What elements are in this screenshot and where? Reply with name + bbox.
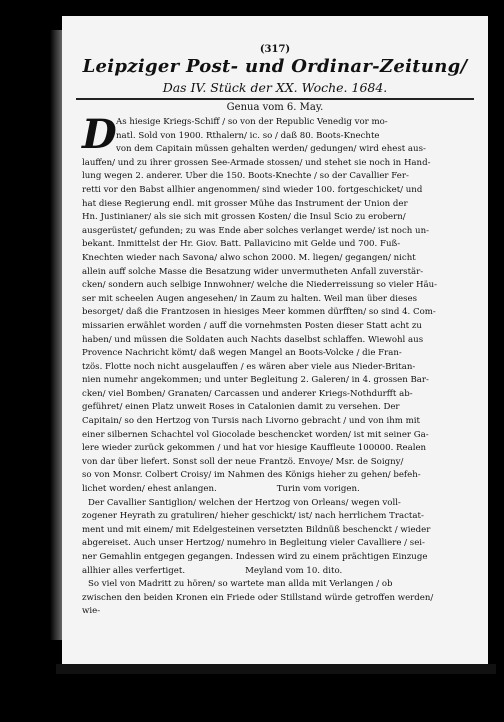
line-text: abgereiset. Auch unser Hertzog/ numehro in Begleitung vieler Cavalliere / sei- <box>82 538 425 549</box>
text-line <box>116 130 474 144</box>
line-text: lung wegen 2. anderer. Uber die 150. Boots-Knechte / so der Cavallier Fer- <box>82 171 409 182</box>
text-line <box>82 497 474 511</box>
line-text: bekant. Inmittelst der Hr. Giov. Batt. Pallavicino mit Gelde und 700. Fuß- <box>82 239 401 250</box>
page-number: (317) <box>259 44 291 55</box>
line-text: lauffen/ und zu ihrer grossen See-Armade stossen/ und stehet sie noch in Hand- <box>82 157 431 168</box>
paragraph-genua <box>82 111 474 497</box>
text-line <box>116 143 474 157</box>
text-line <box>82 483 474 497</box>
page-shadow-bottom <box>56 664 496 674</box>
line-text: Der Cavallier Santiglion/ welchen der Hertzog von Orleans/ wegen voll- <box>88 497 401 508</box>
text-line <box>82 510 474 524</box>
drop-cap-initial: D <box>82 111 117 158</box>
text-line <box>82 415 474 429</box>
paragraph-turin <box>82 497 474 579</box>
dateline-meyland: Meyland vom 10. dito. <box>245 565 343 576</box>
line-text: besorget/ daß die Frantzosen in hiesiges Meer kommen dürfften/ so sind 4. Com- <box>82 307 436 318</box>
text-line <box>82 551 474 565</box>
line-text: ment und mit einem/ mit Edelgesteinen versetzten Bildnüß beschenckt / wieder <box>82 524 431 535</box>
text-line <box>82 347 474 361</box>
line-text: Capitain/ so den Hertzog von Tursis nach Livorno gebracht / und von ihm mit <box>82 416 421 427</box>
text-line <box>82 293 474 307</box>
text-line <box>82 361 474 375</box>
text-line <box>82 565 474 579</box>
text-line <box>116 116 474 130</box>
line-text: retti vor den Babst allhier angenommen/ sind wieder 100. fortgeschicket/ und <box>82 184 423 195</box>
text-line <box>82 238 474 252</box>
line-text: von dem Capitain müssen gehalten werden/ gedungen/ wird ehest aus- <box>116 144 426 155</box>
dateline-genua: Genua vom 6. May. <box>226 102 324 113</box>
line-text: Knechten wieder nach Savona/ alwo schon 2000. M. liegen/ gegangen/ nicht <box>82 252 416 263</box>
line-text: wie- <box>82 606 101 617</box>
line-text: natl. Sold von 1900. Rthalern/ ic. so / daß 80. Boots-Knechte <box>116 130 380 141</box>
line-text: zogener Heyrath zu gratuliren/ hieher geschickt/ ist/ nach herrlichem Tractat- <box>82 511 424 522</box>
line-text: tzös. Flotte noch nicht ausgelauffen / es wären aber viele aus Nieder-Britan- <box>82 361 416 372</box>
article-body <box>82 111 474 619</box>
line-text: lichet worden/ ehest anlangen. <box>82 484 217 495</box>
text-line <box>82 279 474 293</box>
text-line <box>82 252 474 266</box>
line-text: ner Gemahlin entgegen gegangen. Indessen wird zu einem prächtigen Einzuge <box>82 552 428 562</box>
line-text: missarien erwählet worden / auff die vornehmsten Posten dieser Statt acht zu <box>82 320 422 331</box>
text-line <box>82 334 474 348</box>
line-text: ser mit scheelen Augen angesehen/ in Zaum zu halten. Weil man über dieses <box>82 293 418 304</box>
line-text: nien numehr angekommen; und unter Begleitung 2. Galeren/ in 4. grossen Bar- <box>82 375 429 386</box>
line-text: cken/ viel Bomben/ Granaten/ Carcassen und anderer Kriegs-Nothdurfft ab- <box>82 388 413 399</box>
text-line <box>82 442 474 456</box>
line-text: so von Monsr. Colbert Croisy/ im Nahmen des Königs hieher zu gehen/ befeh- <box>82 470 421 481</box>
line-text: geführet/ einen Platz unweit Roses in Catalonien damit zu versehen. Der <box>82 402 400 413</box>
text-line <box>82 320 474 334</box>
text-line <box>82 374 474 388</box>
line-text: lere wieder zurück gekommen / und hat vor hiesige Kauffleute 100000. Realen <box>82 443 427 454</box>
newspaper-page <box>62 16 488 664</box>
text-line <box>82 429 474 443</box>
text-line <box>82 469 474 483</box>
text-line <box>82 524 474 538</box>
text-line <box>82 225 474 239</box>
text-line <box>82 388 474 402</box>
paragraph-meyland <box>82 578 474 619</box>
text-line <box>82 266 474 280</box>
line-text: ausgerüstet/ gefunden; zu was Ende aber solches verlanget werde/ ist noch un- <box>82 225 430 236</box>
line-text: As hiesige Kriegs-Schiff / so von der Republic Venedig vor mo- <box>116 117 388 127</box>
line-text: Hn. Justinianer/ als sie sich mit grossen Kosten/ die Insul Scio zu erobern/ <box>82 212 406 223</box>
line-text: zwischen den beiden Kronen ein Friede oder Stillstand würde getroffen werden/ <box>82 592 434 603</box>
text-line <box>82 537 474 551</box>
line-text: einer silbernen Schachtel vol Giocolade beschencket worden/ ist mit seiner Ga- <box>82 429 429 440</box>
line-text: hat diese Regierung endl. mit grosser Mühe das Instrument der Union der <box>82 198 408 209</box>
text-line <box>82 592 474 606</box>
line-text: allein auff solche Masse die Besatzung wider unvermutheten Anfall zuverstär- <box>82 266 424 277</box>
line-text: Provence Nachricht kömt/ daß wegen Mangel an Boots-Volcke / die Fran- <box>82 348 402 359</box>
text-line <box>82 170 474 184</box>
masthead-rule <box>76 98 474 100</box>
line-text: allhier alles verfertiget. <box>82 565 186 576</box>
line-text: von dar über liefert. Sonst soll der neue Frantzö. Envoye/ Msr. de Soigny/ <box>82 456 404 467</box>
text-line <box>82 306 474 320</box>
text-line <box>82 198 474 212</box>
line-text: haben/ und müssen die Soldaten auch Nachts daselbst schlaffen. Wiewohl aus <box>82 334 424 345</box>
text-line <box>82 578 474 592</box>
dateline-turin: Turin vom vorigen. <box>276 484 360 495</box>
text-line <box>82 184 474 198</box>
line-text: cken/ sondern auch selbige Innwohner/ welche die Niederreissung so vieler Häu- <box>82 280 438 291</box>
text-line <box>82 456 474 470</box>
line-text: So viel von Madritt zu hören/ so wartete man allda mit Verlangen / ob <box>88 579 393 590</box>
text-line <box>82 605 474 619</box>
text-line <box>82 157 474 171</box>
issue-line: Das IV. Stück der XX. Woche. 1684. <box>162 80 388 95</box>
text-line <box>82 401 474 415</box>
masthead-title: Leipziger Post- und Ordinar-Zeitung/ <box>82 56 468 77</box>
text-line <box>82 211 474 225</box>
